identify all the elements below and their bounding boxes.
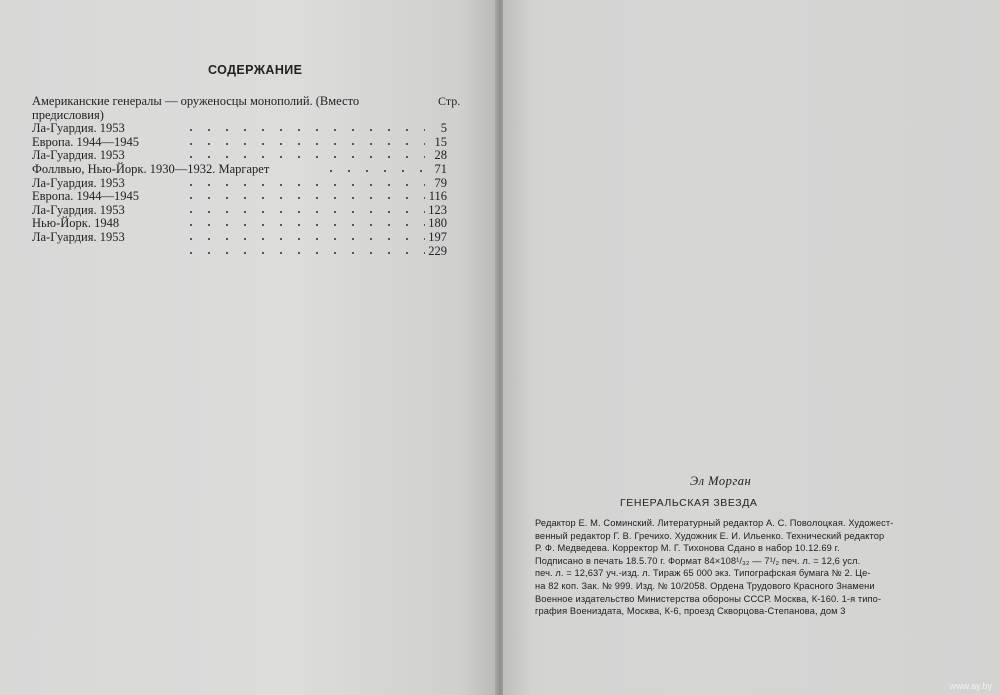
toc-entry-page: 229 [428, 243, 447, 258]
author-name: Эл Морган [690, 474, 752, 488]
toc-entry [32, 177, 447, 191]
toc-entry-title: предисловия) [32, 107, 104, 122]
toc-entry [32, 109, 447, 123]
toc-entry-page: 28 [434, 148, 447, 163]
toc-entry-title: Ла-Гуардия. 1953 [32, 121, 125, 136]
imprint-line: Подписано в печать 18.5.70 г. Формат 84×108¹/₃₂ — 7¹/₂ печ. л. = 12,6 усл. [535, 555, 861, 566]
toc-entry-title: Нью-Йорк. 1948 [32, 216, 120, 231]
imprint-line: графия Воениздата, Москва, К-6, проезд Скворцова-Степанова, дом 3 [535, 606, 846, 617]
toc-leader-dots [182, 153, 425, 161]
toc-entry [32, 231, 447, 245]
toc-leader-dots [182, 181, 425, 189]
toc-entry [32, 245, 447, 259]
toc-leader-dots [182, 235, 425, 243]
toc-leader-dots [322, 167, 425, 175]
toc-leader-dots [182, 249, 425, 257]
toc-entry [32, 163, 447, 177]
imprint-line: венный редактор Г. В. Гречихо. Художник Е. И. Ильенко. Технический редактор [535, 530, 885, 541]
toc-entry-title: Ла-Гуардия. 1953 [32, 148, 125, 163]
imprint-line: на 82 коп. Зак. № 999. Изд. № 10/2058. Ордена Трудового Красного Знамени [535, 580, 875, 591]
toc-entry-title: Европа. 1944—1945 [32, 134, 140, 149]
toc-leader-dots [182, 221, 425, 229]
toc-entry [32, 122, 447, 136]
toc-entry-page: 123 [428, 202, 447, 217]
toc-entry-page: 5 [440, 121, 447, 136]
toc-title: СОДЕРЖАНИЕ [208, 63, 303, 77]
toc-entry [32, 136, 447, 150]
imprint-line: Р. Ф. Медведева. Корректор М. Г. Тихонова Сдано в набор 10.12.69 г. [535, 543, 840, 554]
toc-leader-dots [182, 194, 425, 202]
left-page [0, 0, 497, 695]
toc-entry-page: 197 [428, 229, 447, 244]
watermark: www.ay.by [949, 681, 992, 691]
toc-leader-dots [182, 140, 425, 148]
book-title: ГЕНЕРАЛЬСКАЯ ЗВЕЗДА [620, 497, 758, 509]
toc-entry [32, 190, 447, 204]
imprint-line: Редактор Е. М. Соминский. Литературный редактор А. С. Поволоцкая. Художест- [535, 518, 894, 528]
toc-entry-title: Фоллвью, Нью-Йорк. 1930—1932. Маргарет [32, 161, 270, 176]
toc-entry-title: Ла-Гуардия. 1953 [32, 229, 125, 244]
toc-entry-page: 15 [434, 134, 447, 149]
imprint-line: Военное издательство Министерства обороны СССР. Москва, К-160. 1-я типо- [535, 593, 882, 604]
toc-entry-page: 180 [428, 216, 447, 231]
toc-entry-title: Ла-Гуардия. 1953 [32, 175, 125, 190]
toc-entry [32, 149, 447, 163]
toc-entry-page: 71 [434, 161, 447, 176]
toc-leader-dots [182, 208, 425, 216]
toc-entry-title: Ла-Гуардия. 1953 [32, 202, 125, 217]
toc-page-header: Стр. [438, 94, 461, 108]
toc-entry [32, 217, 447, 231]
toc-entry [32, 95, 447, 109]
toc-leader-dots [182, 126, 425, 134]
imprint-block [535, 517, 965, 618]
toc-entry-title: Американские генералы — оруженосцы монополий. (Вместо [32, 94, 360, 108]
toc-entry-page: 116 [428, 189, 447, 204]
imprint-line: печ. л. = 12,637 уч.-изд. л. Тираж 65 000 экз. Типографская бумага № 2. Це- [535, 568, 871, 579]
toc-entry-title: Европа. 1944—1945 [32, 189, 140, 204]
table-of-contents [32, 95, 447, 258]
toc-entry [32, 204, 447, 218]
toc-entry-page: 79 [434, 175, 447, 190]
